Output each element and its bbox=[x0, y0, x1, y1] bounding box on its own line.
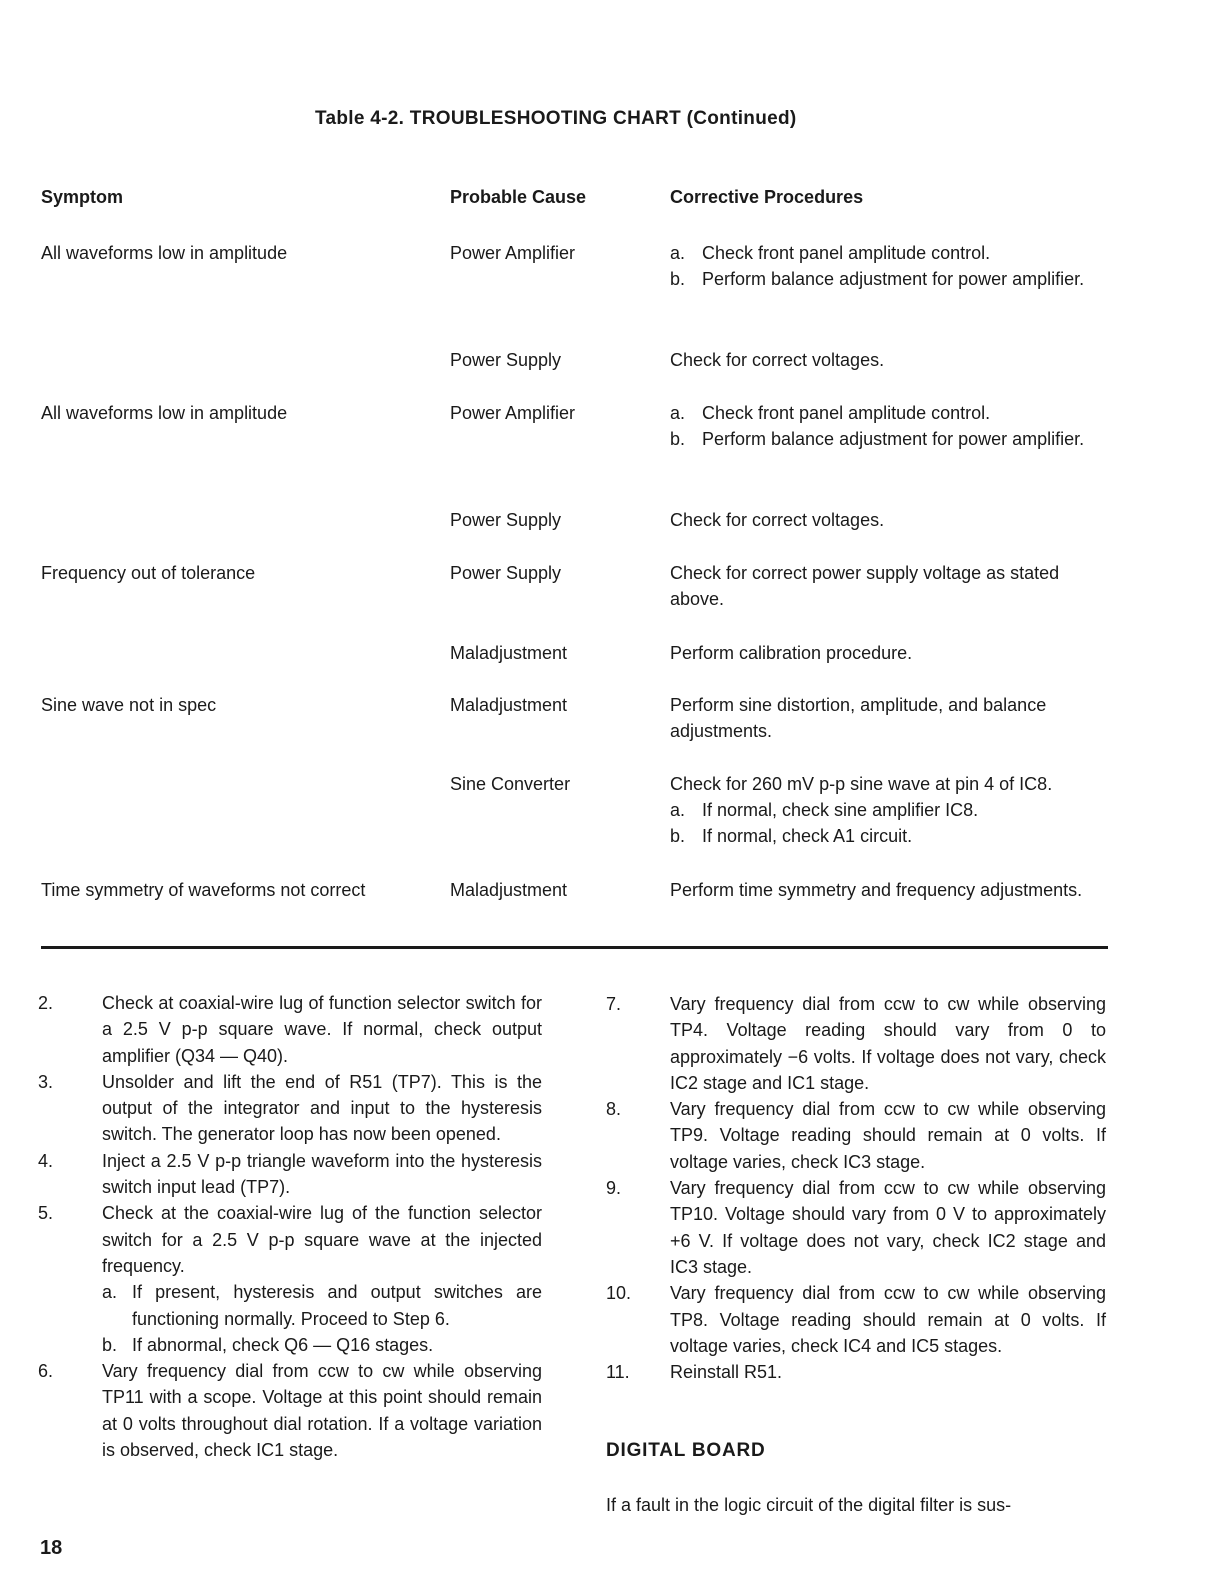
item-text: Check front panel amplitude control. bbox=[702, 243, 991, 263]
item-text: If normal, check A1 circuit. bbox=[702, 826, 913, 846]
procedure-item bbox=[670, 797, 1108, 823]
subitem-marker: b. bbox=[102, 1334, 118, 1355]
item-marker: b. bbox=[670, 429, 686, 449]
page-number: 18 bbox=[40, 1537, 63, 1559]
procedure-cell: Check for correct power supply voltage as stated above. bbox=[670, 563, 1060, 609]
item-text: If normal, check sine amplifier IC8. bbox=[702, 800, 979, 820]
step-number: 4. bbox=[38, 1150, 54, 1171]
section-paragraph: If a fault in the logic circuit of the digital filter is sus- bbox=[606, 1495, 1012, 1515]
step-subitem bbox=[38, 1332, 542, 1358]
subitem-text: If present, hysteresis and output switches are functioning normally. Proceed to Step 6. bbox=[132, 1282, 542, 1329]
item-marker: b. bbox=[670, 826, 686, 846]
step-number: 10. bbox=[606, 1283, 632, 1304]
header-symptom: Symptom bbox=[41, 187, 124, 207]
step-number: 6. bbox=[38, 1361, 54, 1382]
procedure-cell bbox=[670, 240, 1108, 292]
step-text: Vary frequency dial from ccw to cw while observing TP4. Voltage reading should vary from 0 to approximately −6 volts. If voltage does not vary, check IC2 stage and IC1 stage. bbox=[670, 994, 1106, 1093]
procedure-cell: Check for correct voltages. bbox=[670, 350, 885, 370]
step-item bbox=[606, 1096, 1106, 1175]
step-number: 5. bbox=[38, 1203, 54, 1224]
cause-cell: Power Supply bbox=[450, 350, 562, 370]
step-text: Unsolder and lift the end of R51 (TP7). This is the output of the integrator and input to the hysteresis switch. The generator loop has now been opened. bbox=[102, 1071, 542, 1145]
procedure-text: Check for 260 mV p-p sine wave at pin 4 of IC8. bbox=[670, 774, 1053, 794]
header-corrective-procedures: Corrective Procedures bbox=[670, 187, 864, 207]
steps-right-column bbox=[606, 991, 1106, 1385]
procedure-item bbox=[670, 426, 1108, 452]
step-item bbox=[38, 1358, 542, 1463]
cause-cell: Power Amplifier bbox=[450, 243, 576, 263]
step-text: Inject a 2.5 V p-p triangle waveform into the hysteresis switch input lead (TP7). bbox=[102, 1150, 542, 1198]
procedure-item bbox=[670, 266, 1108, 292]
steps-left-column bbox=[38, 990, 542, 1463]
symptom-cell: Frequency out of tolerance bbox=[41, 563, 256, 583]
step-number: 7. bbox=[606, 994, 622, 1014]
symptom-cell: Sine wave not in spec bbox=[41, 695, 217, 715]
symptom-cell: All waveforms low in amplitude bbox=[41, 243, 288, 263]
item-text: Perform balance adjustment for power amplifier. bbox=[702, 429, 1085, 449]
step-text: Vary frequency dial from ccw to cw while observing TP11 with a scope. Voltage at this point should remain at 0 volts throughout dial rotation. If a voltage variation is observed, check IC1 stage. bbox=[102, 1361, 542, 1461]
table-bottom-rule bbox=[41, 946, 1108, 949]
item-marker: b. bbox=[670, 269, 686, 289]
procedure-item bbox=[670, 823, 1108, 849]
cause-cell: Maladjustment bbox=[450, 643, 568, 663]
step-number: 2. bbox=[38, 993, 54, 1013]
step-text: Check at the coaxial-wire lug of the function selector switch for a 2.5 V p-p square wave at the injected frequency. bbox=[102, 1203, 542, 1276]
item-marker: a. bbox=[670, 243, 686, 263]
step-item bbox=[606, 1175, 1106, 1280]
step-number: 9. bbox=[606, 1178, 622, 1199]
cause-cell: Power Supply bbox=[450, 563, 562, 583]
step-item bbox=[606, 991, 1106, 1096]
procedure-item bbox=[670, 400, 1108, 426]
cause-cell: Power Supply bbox=[450, 510, 562, 530]
section-heading: DIGITAL BOARD bbox=[606, 1440, 766, 1461]
step-item bbox=[38, 1069, 542, 1148]
cause-cell: Maladjustment bbox=[450, 695, 568, 715]
procedure-cell: Check for correct voltages. bbox=[670, 510, 885, 530]
item-text: Check front panel amplitude control. bbox=[702, 403, 991, 423]
step-item bbox=[606, 1280, 1106, 1359]
cause-cell: Power Amplifier bbox=[450, 403, 576, 423]
step-number: 8. bbox=[606, 1099, 622, 1120]
subitem-marker: a. bbox=[102, 1282, 118, 1303]
step-text: Vary frequency dial from ccw to cw while observing TP8. Voltage reading should remain at 0 volts. If voltage varies, check IC4 and IC5 stages. bbox=[670, 1283, 1106, 1356]
step-text: Vary frequency dial from ccw to cw while observing TP10. Voltage should vary from 0 V to approximately +6 V. If voltage does not vary, check IC2 stage and IC3 stage. bbox=[670, 1178, 1106, 1277]
procedure-cell: Perform time symmetry and frequency adjustments. bbox=[670, 880, 1083, 900]
step-subitem bbox=[38, 1279, 542, 1332]
procedure-cell bbox=[670, 771, 1108, 849]
procedure-cell: Perform sine distortion, amplitude, and balance adjustments. bbox=[670, 695, 1047, 741]
procedure-cell bbox=[670, 400, 1108, 452]
item-marker: a. bbox=[670, 403, 686, 423]
step-number: 3. bbox=[38, 1071, 54, 1092]
cause-cell: Sine Converter bbox=[450, 774, 571, 794]
step-text: Vary frequency dial from ccw to cw while observing TP9. Voltage reading should remain at 0 volts. If voltage varies, check IC3 stage. bbox=[670, 1099, 1106, 1172]
step-number: 11. bbox=[606, 1362, 630, 1383]
step-item bbox=[38, 1200, 542, 1279]
item-marker: a. bbox=[670, 800, 686, 820]
procedure-item bbox=[670, 240, 1108, 266]
table-title: Table 4-2. TROUBLESHOOTING CHART (Continued) bbox=[315, 108, 797, 129]
step-item bbox=[38, 1148, 542, 1201]
item-text: Perform balance adjustment for power amplifier. bbox=[702, 269, 1085, 289]
subitem-text: If abnormal, check Q6 — Q16 stages. bbox=[132, 1334, 434, 1355]
header-probable-cause: Probable Cause bbox=[450, 187, 587, 207]
step-text: Reinstall R51. bbox=[670, 1362, 783, 1383]
step-item bbox=[38, 990, 542, 1069]
procedure-cell: Perform calibration procedure. bbox=[670, 643, 913, 663]
cause-cell: Maladjustment bbox=[450, 880, 568, 900]
symptom-cell: Time symmetry of waveforms not correct bbox=[41, 880, 366, 900]
step-text: Check at coaxial-wire lug of function selector switch for a 2.5 V p-p square wave. If normal, check output amplifier (Q34 — Q40). bbox=[102, 993, 542, 1066]
step-item bbox=[606, 1359, 1106, 1385]
symptom-cell: All waveforms low in amplitude bbox=[41, 403, 288, 423]
